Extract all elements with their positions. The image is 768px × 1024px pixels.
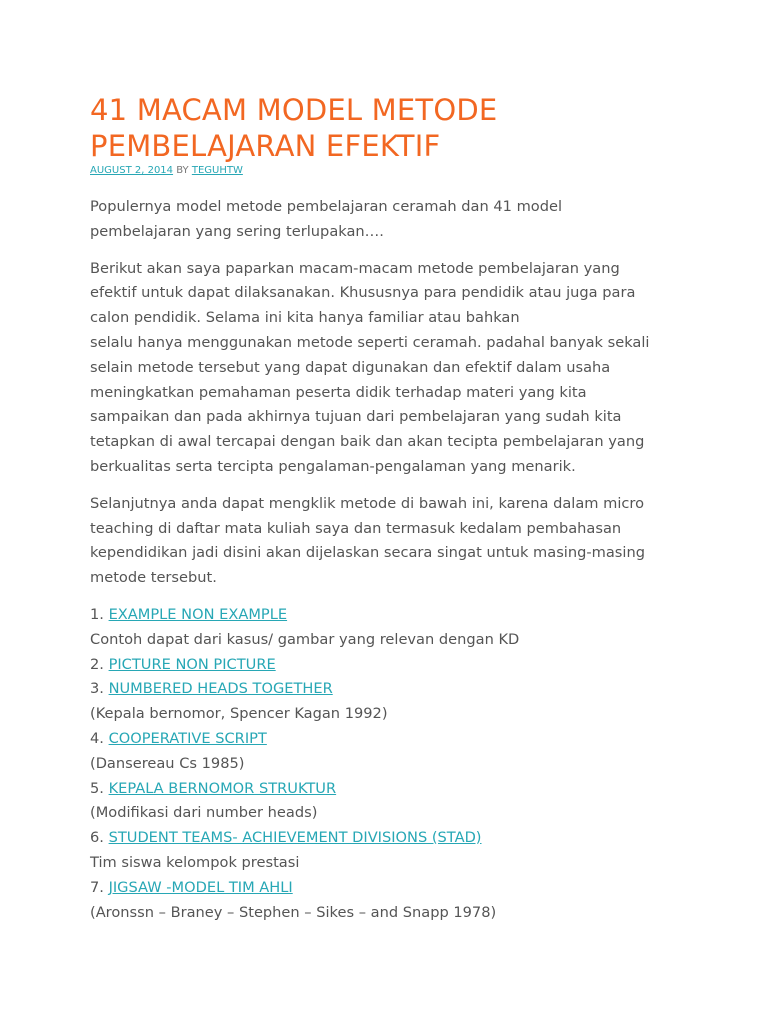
paragraph-line: selalu hanya menggunakan metode seperti ceramah. padahal banyak sekali bbox=[90, 333, 650, 351]
instruction-paragraph bbox=[90, 492, 680, 591]
method-link[interactable]: STUDENT TEAMS- ACHIEVEMENT DIVISIONS (STAD) bbox=[108, 829, 482, 847]
method-note: Tim siswa kelompok prestasi bbox=[90, 853, 300, 871]
method-number: 4. bbox=[90, 729, 104, 747]
method-item bbox=[90, 826, 680, 851]
method-note: (Kepala bernomor, Spencer Kagan 1992) bbox=[90, 705, 388, 723]
method-number: 5. bbox=[90, 779, 104, 797]
paragraph-line: Selanjutnya anda dapat mengklik metode di bawah ini, karena dalam micro bbox=[90, 494, 645, 512]
paragraph-line: kependidikan jadi disini akan dijelaskan secara singat untuk masing-masing bbox=[90, 544, 645, 562]
method-link[interactable]: JIGSAW -MODEL TIM AHLI bbox=[108, 878, 293, 896]
method-number: 3. bbox=[90, 680, 104, 698]
post-author-link[interactable]: TEGUHTW bbox=[191, 165, 243, 176]
method-link[interactable]: PICTURE NON PICTURE bbox=[108, 655, 276, 673]
paragraph-line: sampaikan dan pada akhirnya tujuan dari pembelajaran yang sudah kita bbox=[90, 408, 622, 426]
method-link[interactable]: KEPALA BERNOMOR STRUKTUR bbox=[108, 779, 337, 797]
method-number: 7. bbox=[90, 878, 104, 896]
post-title-line-2[interactable]: PEMBELAJARAN EFEKTIF bbox=[90, 129, 441, 163]
method-item bbox=[90, 876, 680, 901]
method-note: (Modifikasi dari number heads) bbox=[90, 804, 318, 822]
intro-paragraph bbox=[90, 195, 680, 245]
body-paragraph bbox=[90, 257, 680, 480]
post-title[interactable] bbox=[90, 92, 680, 164]
method-link[interactable]: EXAMPLE NON EXAMPLE bbox=[108, 605, 288, 623]
method-item bbox=[90, 777, 680, 802]
paragraph-line: berkualitas serta tercipta pengalaman-pengalaman yang menarik. bbox=[90, 457, 576, 475]
paragraph-line: meningkatkan pemahaman peserta didik terhadap materi yang kita bbox=[90, 383, 587, 401]
method-note: Contoh dapat dari kasus/ gambar yang relevan dengan KD bbox=[90, 630, 520, 648]
method-link[interactable]: COOPERATIVE SCRIPT bbox=[108, 729, 267, 747]
method-item bbox=[90, 653, 680, 678]
article bbox=[90, 92, 680, 925]
method-number: 1. bbox=[90, 605, 104, 623]
post-meta bbox=[90, 164, 680, 178]
method-note: (Dansereau Cs 1985) bbox=[90, 754, 245, 772]
method-item bbox=[90, 603, 680, 628]
paragraph-line: calon pendidik. Selama ini kita hanya familiar atau bahkan bbox=[90, 309, 520, 327]
paragraph-line: efektif untuk dapat dilaksanakan. Khususnya para pendidik atau juga para bbox=[90, 284, 636, 302]
post-date-link[interactable]: AUGUST 2, 2014 bbox=[90, 165, 174, 176]
paragraph-line: Berikut akan saya paparkan macam-macam metode pembelajaran yang bbox=[90, 259, 620, 277]
method-number: 2. bbox=[90, 655, 104, 673]
paragraph-line: selain metode tersebut yang dapat digunakan dan efektif dalam usaha bbox=[90, 358, 611, 376]
paragraph-line: metode tersebut. bbox=[90, 569, 217, 587]
post-title-line-1[interactable]: 41 MACAM MODEL METODE bbox=[90, 93, 498, 127]
method-note: (Aronssn – Braney – Stephen – Sikes – and Snapp 1978) bbox=[90, 903, 497, 921]
paragraph-line: Populernya model metode pembelajaran ceramah dan 41 model bbox=[90, 198, 563, 215]
method-list bbox=[90, 603, 680, 925]
paragraph-line: pembelajaran yang sering terlupakan…. bbox=[90, 222, 384, 240]
paragraph-line: teaching di daftar mata kuliah saya dan termasuk kedalam pembahasan bbox=[90, 519, 622, 537]
method-link[interactable]: NUMBERED HEADS TOGETHER bbox=[108, 680, 333, 698]
post-by-label: BY bbox=[176, 165, 189, 176]
method-number: 6. bbox=[90, 829, 104, 847]
method-item bbox=[90, 727, 680, 752]
method-item bbox=[90, 677, 680, 702]
paragraph-line: tetapkan di awal tercapai dengan baik dan akan tecipta pembelajaran yang bbox=[90, 433, 645, 451]
